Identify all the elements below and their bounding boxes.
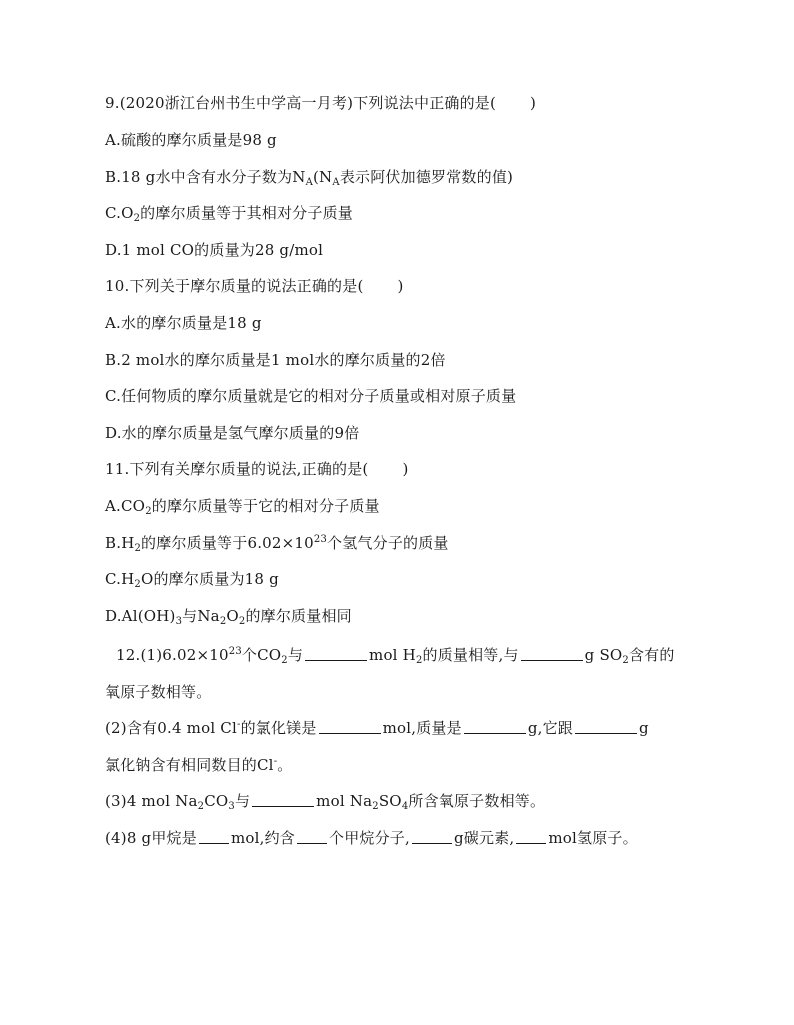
- q12-part3: (3)4 mol $Na_2CO_3$与 mol $Na_2SO_4$所含氧原子数相等。: [105, 792, 546, 812]
- q10-stem: 10.下列关于摩尔质量的说法正确的是( ): [105, 277, 404, 295]
- answer-blank[interactable]: [516, 829, 546, 844]
- q9-option-d: D.1 mol CO的质量为28 g/mol: [105, 241, 324, 259]
- q12-part2: (2)含有0.4 mol Cl-的氯化镁是 mol,质量是 g,它跟 g: [105, 719, 649, 737]
- answer-blank[interactable]: [199, 829, 229, 844]
- q11-option-d: $D.Al(OH)_3$与$Na_2O_2$的摩尔质量相同: [105, 607, 352, 627]
- answer-blank[interactable]: [252, 792, 314, 807]
- q9-option-a: A.硫酸的摩尔质量是98 g: [105, 131, 277, 149]
- answer-blank[interactable]: [297, 829, 327, 844]
- answer-blank[interactable]: [305, 646, 367, 661]
- answer-blank[interactable]: [521, 646, 583, 661]
- q9-option-c: $C.O_2$的摩尔质量等于其相对分子质量: [105, 204, 353, 224]
- answer-blank[interactable]: [319, 719, 381, 734]
- q9-option-b: B.18 g水中含有水分子数为$N_A(N_A$表示阿伏加德罗常数的值): [105, 168, 514, 188]
- q10-option-d: D.水的摩尔质量是氢气摩尔质量的9倍: [105, 424, 360, 442]
- answer-blank[interactable]: [575, 719, 637, 734]
- q11-option-c: $C.H_2O$的摩尔质量为18 g: [105, 570, 279, 590]
- q12-part1-cont: 氧原子数相等。: [105, 683, 212, 701]
- q9-stem: 9.(2020浙江台州书生中学高一月考)下列说法中正确的是( ): [105, 94, 537, 112]
- q10-option-b: B.2 mol水的摩尔质量是1 mol水的摩尔质量的2倍: [105, 351, 446, 369]
- answer-blank[interactable]: [464, 719, 526, 734]
- q12-part4: (4)8 g甲烷是 mol,约含 个甲烷分子, g碳元素, mol氢原子。: [105, 829, 638, 847]
- q11-stem-text: 11.下列有关摩尔质量的说法,正确的是(: [105, 460, 369, 478]
- q11-stem: 11.下列有关摩尔质量的说法,正确的是( ): [105, 460, 409, 478]
- q12-part2-cont: 氯化钠含有相同数目的Cl-。: [105, 756, 293, 774]
- q11-option-b: $B.H_2$的摩尔质量等于$6.02\times 10^{23}$个氢气分子的质量: [105, 534, 449, 554]
- q11-option-a: $A.CO_2$的摩尔质量等于它的相对分子质量: [105, 497, 380, 517]
- answer-blank[interactable]: [412, 829, 452, 844]
- q9-stem-text: 9.(2020浙江台州书生中学高一月考)下列说法中正确的是(: [105, 94, 497, 112]
- q10-stem-text: 10.下列关于摩尔质量的说法正确的是(: [105, 277, 364, 295]
- q10-option-c: C.任何物质的摩尔质量就是它的相对分子质量或相对原子质量: [105, 387, 517, 405]
- q10-option-a: A.水的摩尔质量是18 g: [105, 314, 262, 332]
- q12-part1: $12.(1)6.02\times 10^{23}$个$CO_2$与 mol $H_2$的质量相等,与 g $SO_2$含有的: [116, 646, 675, 666]
